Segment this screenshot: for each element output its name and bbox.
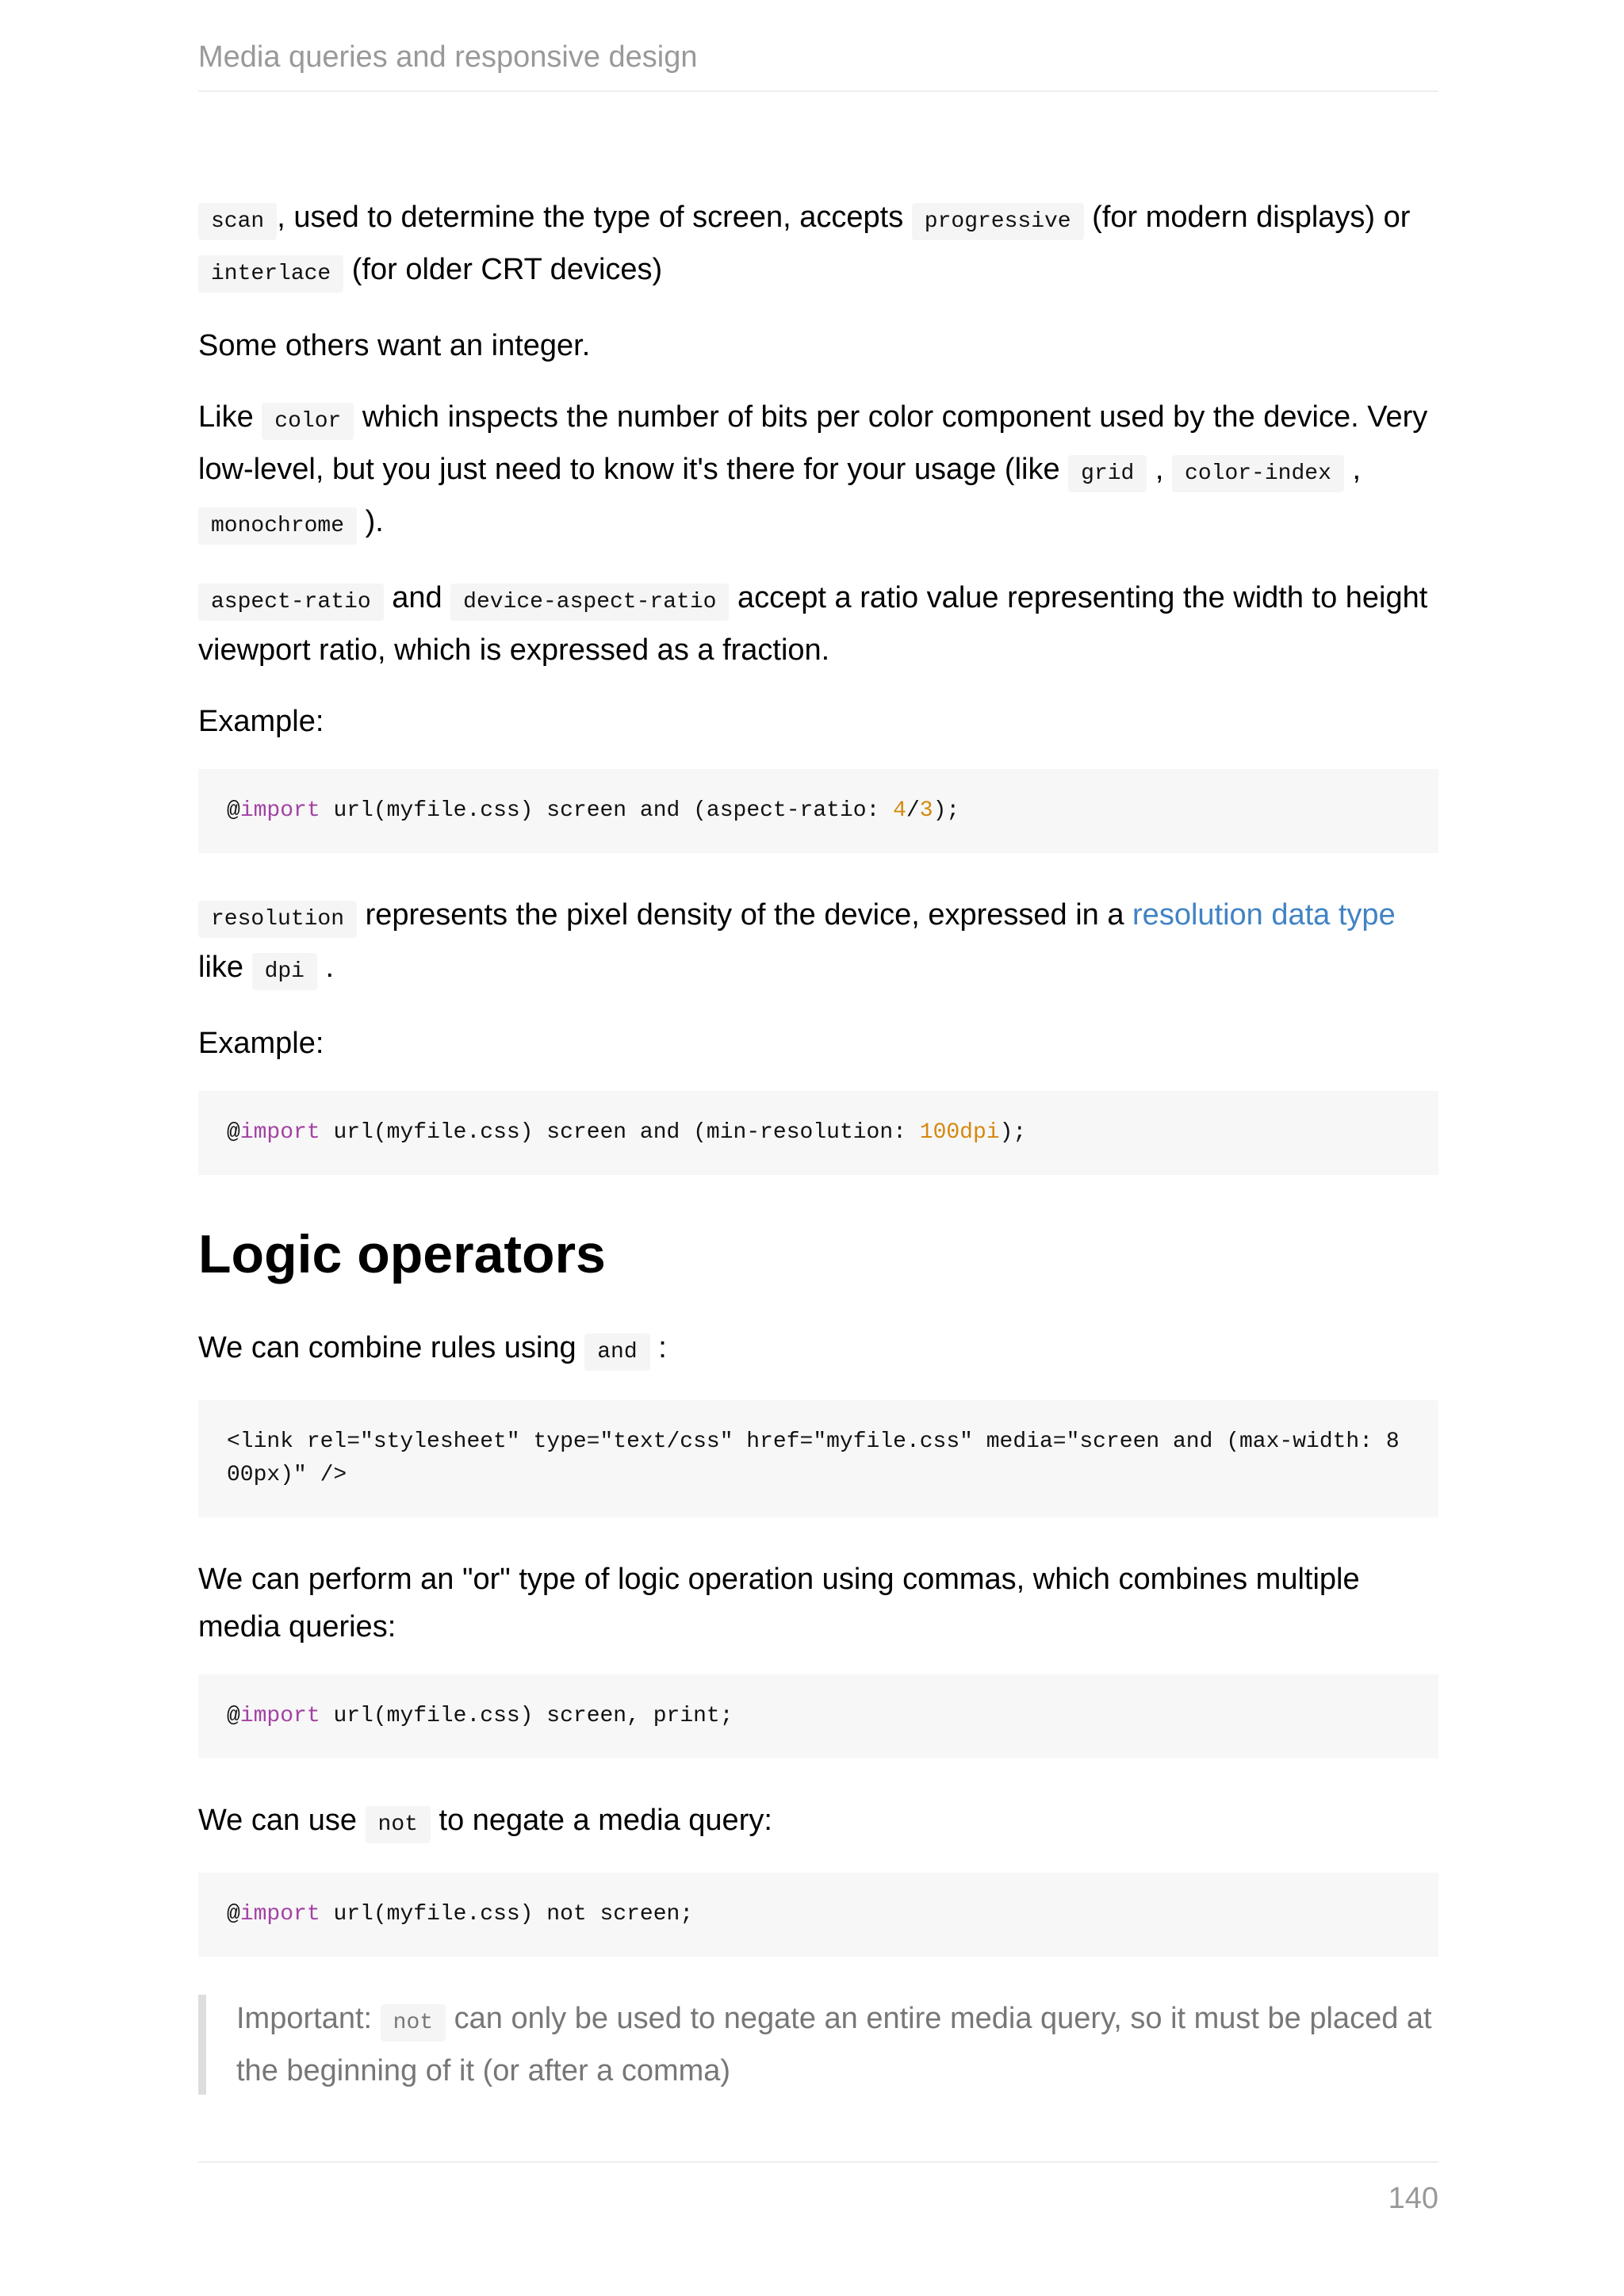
text: , <box>1147 453 1173 486</box>
inline-code: scan <box>198 203 277 240</box>
paragraph-not <box>198 1797 1438 1849</box>
paragraph-integer: Some others want an integer. <box>198 329 591 362</box>
inline-code: color <box>262 403 354 440</box>
code-at: @ <box>227 1902 240 1927</box>
code-block-link: <link rel="stylesheet" type="text/css" href="myfile.css" media="screen and (max-width: 800px)" /> <box>198 1400 1438 1517</box>
inline-code: monochrome <box>198 507 357 545</box>
text: accept a ratio value representing the width to height viewport ratio, which is expressed as a fraction. <box>198 581 1428 667</box>
page-header <box>198 35 1438 92</box>
inline-code: progressive <box>912 203 1084 240</box>
section-heading: Logic operators <box>198 1224 606 1284</box>
text: We can combine rules using <box>198 1331 585 1364</box>
paragraph-resolution <box>198 891 1438 996</box>
code-text: ); <box>933 798 960 823</box>
code-at: @ <box>227 798 240 823</box>
code-text: / <box>906 798 920 823</box>
paragraph-aspect-ratio <box>198 574 1438 674</box>
inline-code: not <box>366 1806 431 1843</box>
text: like <box>198 951 252 984</box>
inline-code: device-aspect-ratio <box>450 584 729 621</box>
code-text: url(myfile.css) not screen; <box>320 1902 694 1927</box>
code-keyword: import <box>239 1120 320 1145</box>
page-footer <box>198 2161 1438 2215</box>
text: (for older CRT devices) <box>343 253 663 286</box>
inline-code: interlace <box>198 255 343 293</box>
inline-code: resolution <box>198 901 357 938</box>
text: We can use <box>198 1804 366 1837</box>
code-block-aspect-ratio <box>198 769 1438 853</box>
inline-code: aspect-ratio <box>198 584 384 621</box>
text: which inspects the number of bits per color component used by the device. Very low-level, but you just need to know it's there for your usage (like <box>198 400 1428 486</box>
example-label: Example: <box>198 1027 324 1060</box>
important-note <box>198 1995 1438 2095</box>
code-keyword: import <box>239 798 320 823</box>
code-keyword: import <box>239 1704 320 1728</box>
note-text <box>236 1995 1438 2095</box>
page-number: 140 <box>1388 2182 1438 2215</box>
paragraph-scan <box>198 193 1438 298</box>
example-label: Example: <box>198 705 324 738</box>
inline-code: not <box>381 2004 446 2042</box>
code-block-or <box>198 1674 1438 1758</box>
text: (for modern displays) or <box>1083 201 1411 234</box>
code-number: 4 <box>893 798 906 823</box>
code-block-resolution <box>198 1091 1438 1175</box>
paragraph-or: We can perform an "or" type of logic operation using commas, which combines multiple media queries: <box>198 1563 1360 1644</box>
inline-code: dpi <box>252 953 317 990</box>
text: ). <box>357 505 384 538</box>
header-title: Media queries and responsive design <box>198 40 698 74</box>
text: represents the pixel density of the device, expressed in a <box>357 898 1133 932</box>
inline-code: grid <box>1068 455 1147 492</box>
code-keyword: import <box>239 1902 320 1927</box>
code-at: @ <box>227 1704 240 1728</box>
text: : <box>649 1331 667 1364</box>
text: and <box>383 581 451 614</box>
main-content <box>198 193 1438 2095</box>
code-number: 3 <box>919 798 933 823</box>
text: , <box>1343 453 1362 486</box>
paragraph-combine <box>198 1324 1438 1376</box>
text: . <box>317 951 335 984</box>
paragraph-color <box>198 393 1438 550</box>
text: Important: <box>236 2002 381 2035</box>
text: can only be used to negate an entire media query, so it must be placed at the beginning of it (or after a comma) <box>236 2002 1432 2087</box>
resolution-data-type-link[interactable]: resolution data type <box>1132 898 1396 932</box>
text: , used to determine the type of screen, accepts <box>277 201 912 234</box>
text: Like <box>198 400 262 434</box>
code-text: url(myfile.css) screen and (min-resolution: <box>320 1120 920 1145</box>
code-number: 100dpi <box>919 1120 1000 1145</box>
code-text: ); <box>999 1120 1027 1145</box>
code-text: url(myfile.css) screen and (aspect-ratio: <box>320 798 894 823</box>
inline-code: color-index <box>1172 455 1344 492</box>
code-text: url(myfile.css) screen, print; <box>320 1704 733 1728</box>
code-at: @ <box>227 1120 240 1145</box>
code-block-not <box>198 1873 1438 1957</box>
inline-code: and <box>584 1334 649 1371</box>
text: to negate a media query: <box>430 1804 772 1837</box>
